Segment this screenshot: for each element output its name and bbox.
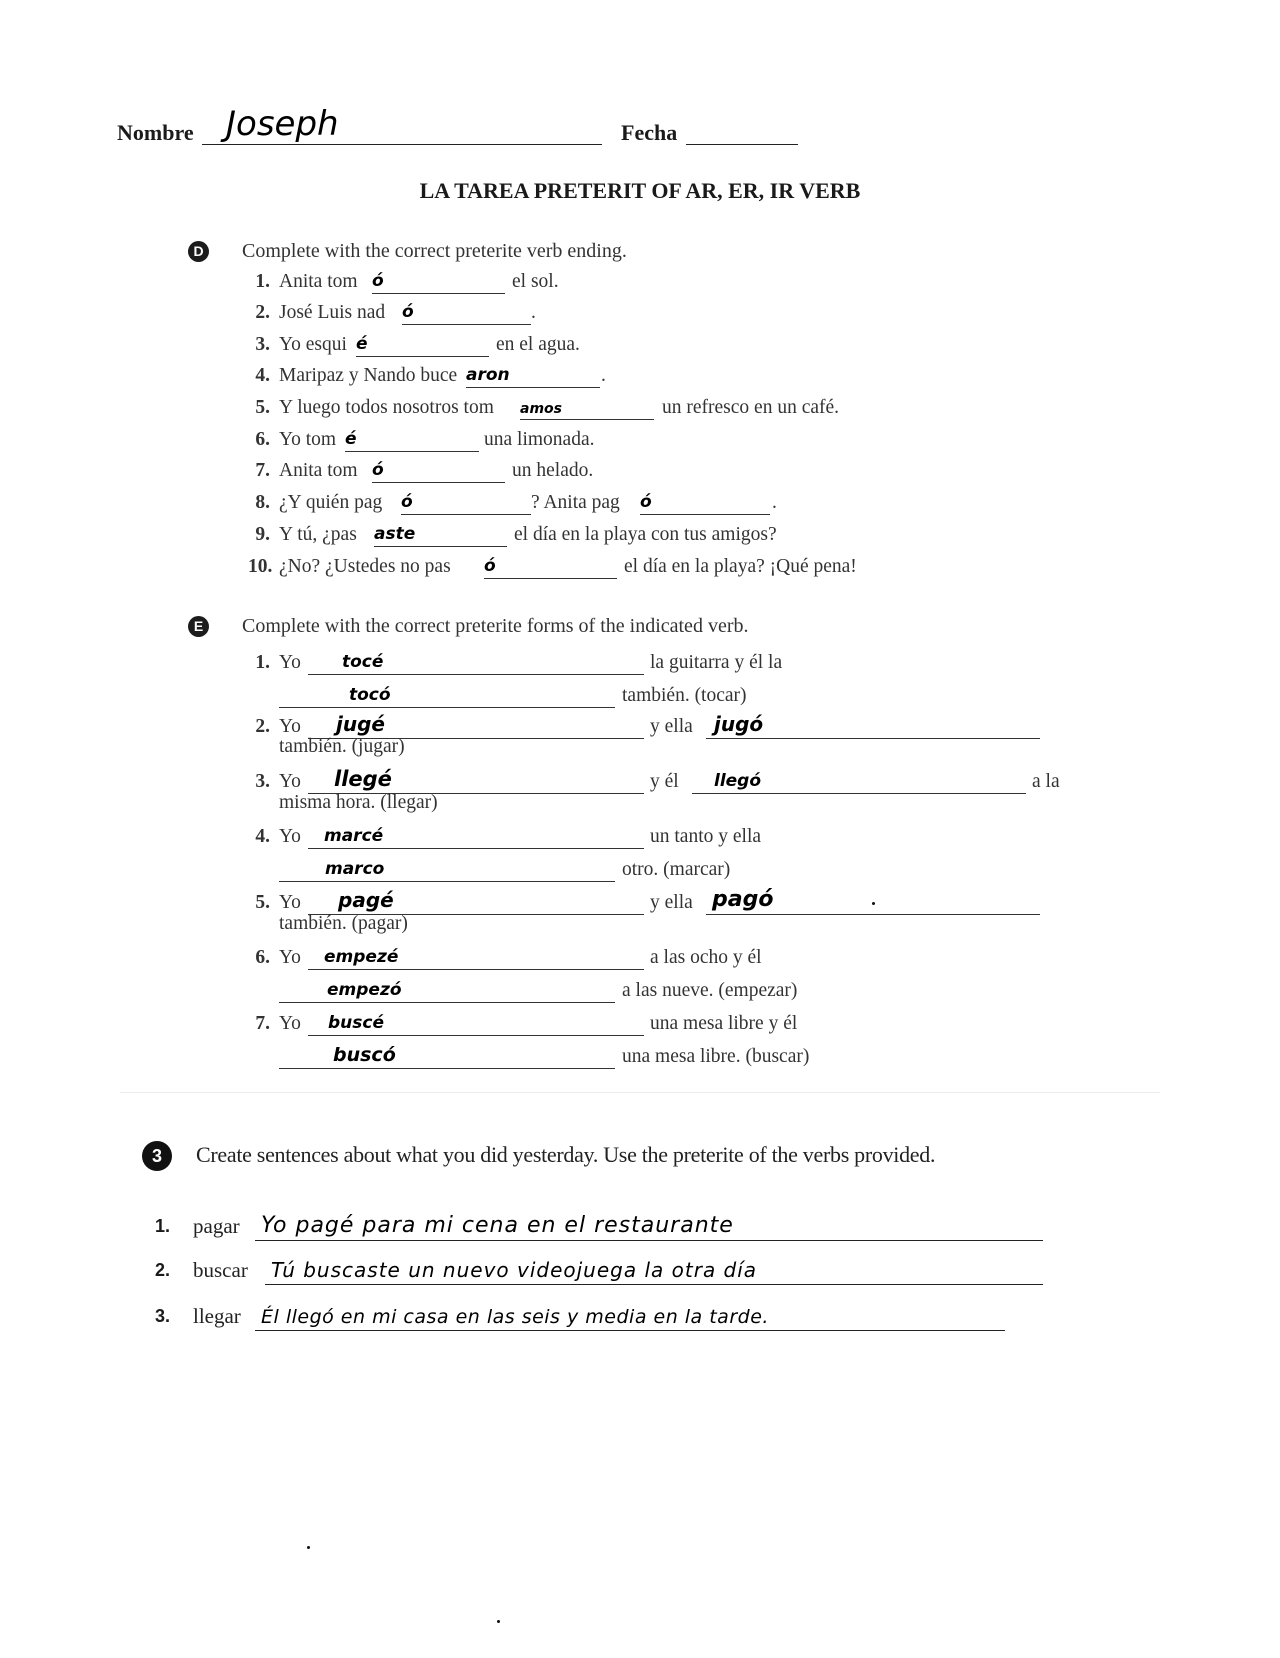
- e-item-3-answer-yo[interactable]: llegé: [308, 769, 644, 794]
- date-label: Fecha: [621, 120, 678, 145]
- d-item-7-answer[interactable]: ó: [372, 458, 505, 483]
- e-item-3-end: misma hora. (llegar): [279, 792, 438, 813]
- stray-dot: [497, 1620, 500, 1623]
- stray-dot: [307, 1546, 310, 1549]
- name-handwritten: Joseph: [226, 104, 339, 144]
- d-item-5-answer[interactable]: amos: [520, 395, 654, 420]
- e-item-3-answer-el[interactable]: llegó: [692, 769, 1026, 794]
- d-item-2-answer[interactable]: ó: [402, 300, 531, 325]
- e-item-6-answer-el[interactable]: empezó: [279, 978, 615, 1003]
- e-item-6-answer-yo[interactable]: empezé: [308, 945, 644, 970]
- section-e-badge: E: [188, 616, 209, 637]
- e-item-2-end: también. (jugar): [279, 736, 405, 757]
- e-item-2-answer-yo[interactable]: jugé: [308, 714, 644, 739]
- s3-item-2-answer[interactable]: Tú buscaste un nuevo videojuega la otra día: [265, 1254, 1043, 1285]
- e-item-5-answer-yo[interactable]: pagé: [308, 890, 644, 915]
- page-title: LA TAREA PRETERIT OF AR, ER, IR VERB: [419, 178, 861, 203]
- d-item-4-answer[interactable]: aron: [466, 363, 600, 388]
- section-3-instruction: Create sentences about what you did yesterday. Use the preterite of the verbs provided.: [196, 1142, 936, 1167]
- section-e-instruction: Complete with the correct preterite forms of the indicated verb.: [242, 615, 749, 637]
- name-field[interactable]: [202, 104, 602, 145]
- s3-item-3-answer[interactable]: Él llegó en mi casa en las seis y media en la tarde.: [255, 1300, 1005, 1331]
- section-d-badge: D: [188, 241, 209, 262]
- date-field[interactable]: [686, 116, 798, 145]
- e-item-7-answer-yo[interactable]: buscé: [308, 1011, 644, 1036]
- e-item-2-answer-ella[interactable]: jugó: [706, 714, 1040, 739]
- s3-item-1-answer[interactable]: Yo pagé para mi cena en el restaurante: [255, 1210, 1043, 1241]
- d-item-8-answer-b[interactable]: ó: [640, 490, 770, 515]
- d-item-9-answer[interactable]: aste: [374, 522, 507, 547]
- e-item-5-end: también. (pagar): [279, 913, 408, 934]
- section-d-instruction: Complete with the correct preterite verb ending.: [242, 240, 627, 262]
- e-item-4-answer-yo[interactable]: marcé: [308, 824, 644, 849]
- d-item-1-answer[interactable]: ó: [372, 269, 505, 294]
- e-item-1-answer-yo[interactable]: tocé: [308, 650, 644, 675]
- e-item-7-answer-el[interactable]: buscó: [279, 1044, 615, 1069]
- e-item-1-answer-el[interactable]: tocó: [279, 683, 615, 708]
- section-3-badge: 3: [142, 1141, 172, 1171]
- section-divider: [120, 1092, 1160, 1093]
- e-item-4-answer-ella[interactable]: marco: [279, 857, 615, 882]
- d-item-6-answer[interactable]: é: [345, 427, 479, 452]
- d-item-10-answer[interactable]: ó: [484, 554, 617, 579]
- name-label: Nombre: [117, 120, 194, 145]
- d-item-8-answer-a[interactable]: ó: [401, 490, 531, 515]
- e-item-5-answer-ella[interactable]: pagó: [706, 890, 1040, 915]
- d-item-3-answer[interactable]: é: [356, 332, 489, 357]
- stray-dot: [872, 902, 875, 905]
